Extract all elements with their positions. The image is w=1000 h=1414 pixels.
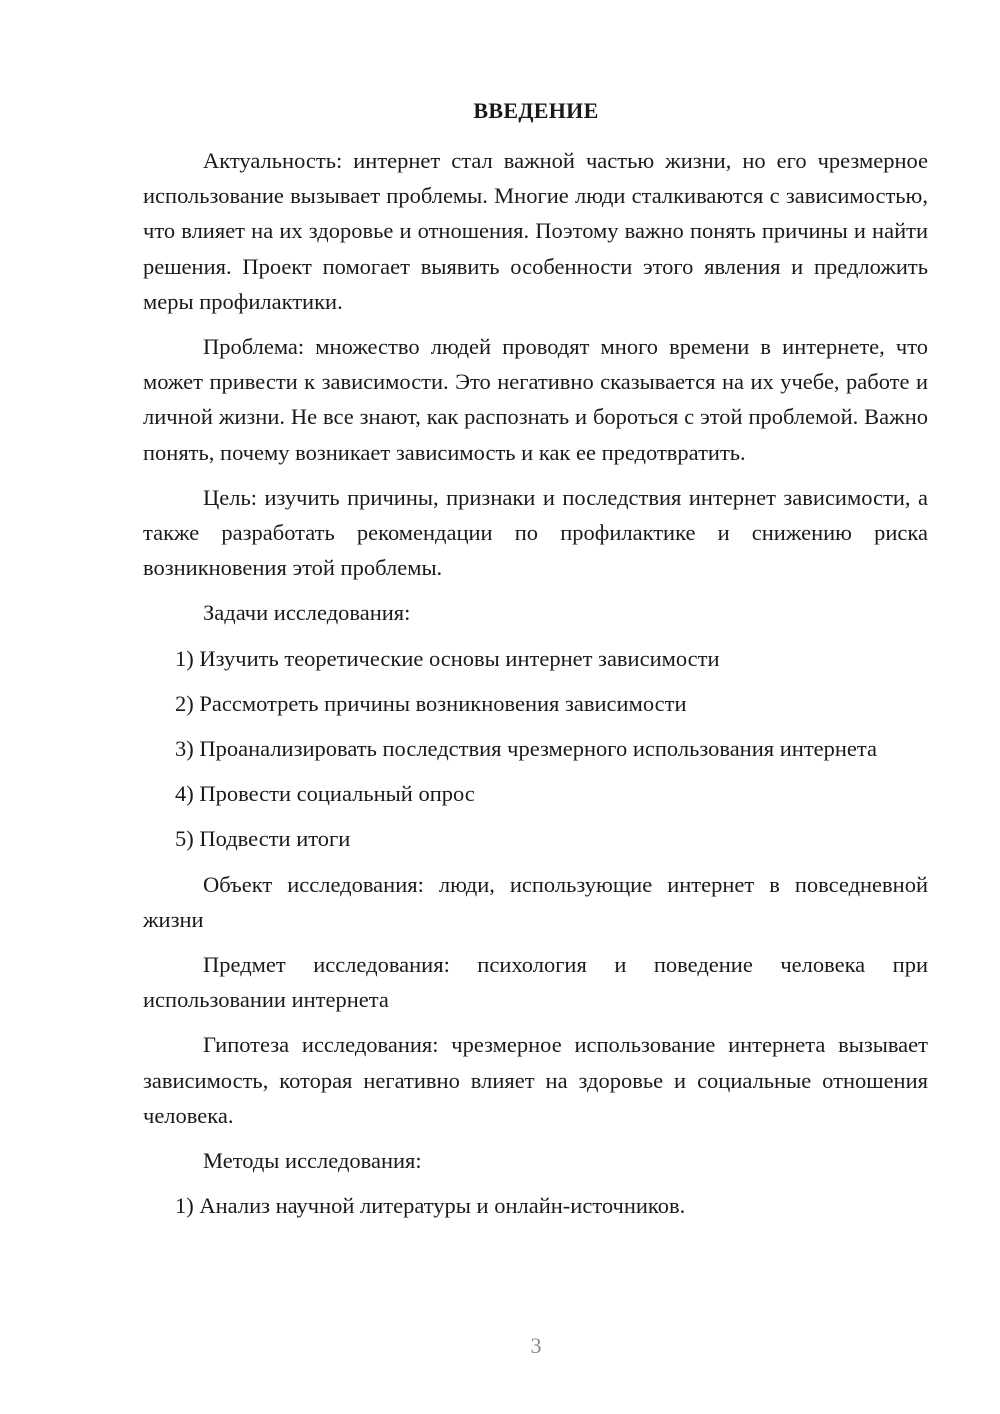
- page-number: 3: [530, 1333, 542, 1358]
- problem-paragraph: Проблема: множество людей проводят много времени в интернете, что может привести к зависимости. Это негативно сказывается на их учебе, работе и личной жизни. Не все знают, как распознать и бороться с этой проблемой. Важно понять, почему возникает зависимость и как ее предотвратить.: [143, 334, 928, 465]
- method-item: 1) Анализ научной литературы и онлайн-источников.: [175, 1193, 686, 1219]
- section-title: ВВЕДЕНИЕ: [473, 98, 599, 123]
- task-item: 4) Провести социальный опрос: [175, 781, 475, 807]
- goal-paragraph: Цель: изучить причины, признаки и последствия интернет зависимости, а также разработать рекомендации по профилактике и снижению риска возникновения этой проблемы.: [143, 484, 928, 581]
- document-body: [143, 143, 928, 1233]
- task-item: 1) Изучить теоретические основы интернет зависимости: [175, 645, 720, 671]
- hypothesis-paragraph: Гипотеза исследования: чрезмерное использование интернета вызывает зависимость, которая негативно влияет на здоровье и социальные отношения человека.: [143, 1032, 928, 1128]
- relevance-paragraph: Актуальность: интернет стал важной частью жизни, но его чрезмерное использование вызывает проблемы. Многие люди сталкиваются с зависимостью, что влияет на их здоровье и отношения. Поэтому важно понять причины и найти решения. Проект помогает выявить особенности этого явления и предложить меры профилактики.: [143, 148, 928, 314]
- subject-paragraph: Предмет исследования: психология и поведение человека при использовании интернета: [143, 952, 928, 1013]
- task-item: 5) Подвести итоги: [175, 826, 351, 852]
- task-item: 3) Проанализировать последствия чрезмерного использования интернета: [175, 736, 878, 762]
- task-item: 2) Рассмотреть причины возникновения зависимости: [175, 690, 687, 716]
- object-paragraph: Объект исследования: люди, использующие интернет в повседневной жизни: [143, 871, 928, 932]
- methods-heading: Методы исследования:: [203, 1148, 422, 1174]
- tasks-heading: Задачи исследования:: [203, 600, 411, 626]
